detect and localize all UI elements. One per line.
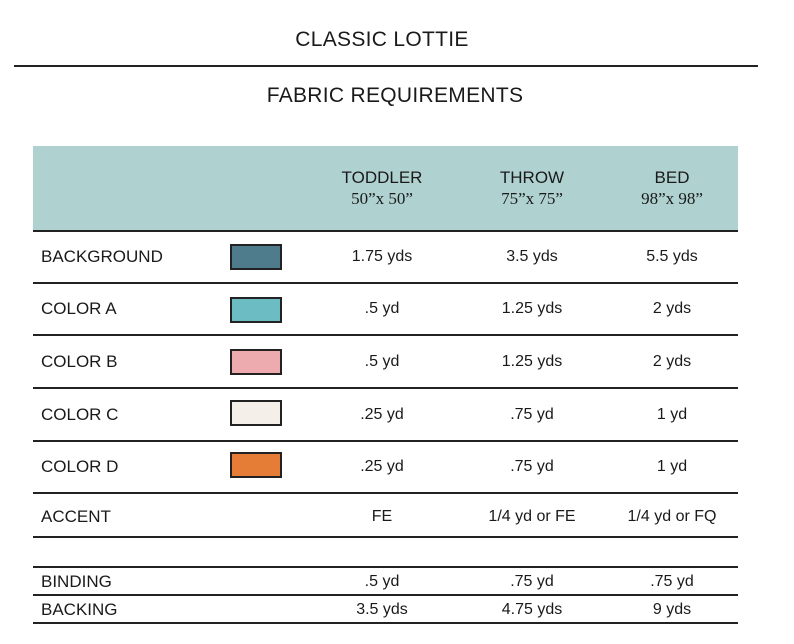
row-label-color-b: COLOR B — [41, 352, 118, 371]
cell-color-b-bed: 2 yds — [652, 353, 692, 370]
cell-binding-bed: .75 yd — [650, 573, 694, 590]
pattern-title: CLASSIC LOTTIE — [295, 28, 469, 51]
row-divider — [33, 334, 738, 336]
cell-background-bed: 5.5 yds — [646, 248, 698, 265]
cell-color-d-throw: .75 yd — [510, 458, 554, 475]
column-header-throw — [472, 167, 592, 209]
cell-background-throw: 3.5 yds — [506, 248, 558, 265]
row-label-backing: BACKING — [41, 600, 118, 619]
column-size: 50”x 50” — [351, 189, 413, 208]
cell-color-d-bed: 1 yd — [656, 458, 688, 475]
swatch-color-c — [230, 400, 282, 426]
section-heading: FABRIC REQUIREMENTS — [266, 84, 524, 107]
swatch-color-b — [230, 349, 282, 375]
row-divider — [33, 282, 738, 284]
cell-color-c-bed: 1 yd — [656, 406, 688, 423]
column-name: TODDLER — [341, 168, 423, 187]
column-name: BED — [654, 168, 690, 187]
cell-background-toddler: 1.75 yds — [351, 248, 413, 265]
cell-color-a-bed: 2 yds — [652, 300, 692, 317]
row-label-accent: ACCENT — [41, 507, 111, 526]
row-label-color-a: COLOR A — [41, 299, 117, 318]
row-divider — [33, 440, 738, 442]
title-divider — [14, 65, 758, 67]
cell-backing-bed: 9 yds — [652, 601, 692, 618]
row-label-binding: BINDING — [41, 572, 112, 591]
column-header-toddler — [322, 167, 442, 209]
row-divider — [33, 387, 738, 389]
cell-color-b-toddler: .5 yd — [364, 353, 400, 370]
cell-binding-toddler: .5 yd — [364, 573, 400, 590]
cell-color-b-throw: 1.25 yds — [501, 353, 563, 370]
cell-color-d-toddler: .25 yd — [360, 458, 404, 475]
row-divider — [33, 594, 738, 596]
cell-color-a-toddler: .5 yd — [364, 300, 400, 317]
cell-accent-throw: 1/4 yd or FE — [488, 508, 576, 525]
column-name: THROW — [499, 168, 565, 187]
cell-binding-throw: .75 yd — [510, 573, 554, 590]
column-size: 75”x 75” — [501, 189, 563, 208]
column-size: 98”x 98” — [641, 189, 703, 208]
cell-accent-toddler: FE — [371, 508, 393, 525]
cell-backing-throw: 4.75 yds — [501, 601, 563, 618]
row-label-color-d: COLOR D — [41, 457, 119, 476]
row-divider — [33, 536, 738, 538]
cell-backing-toddler: 3.5 yds — [356, 601, 408, 618]
column-header-bed — [612, 167, 732, 209]
row-divider — [33, 492, 738, 494]
row-divider — [33, 622, 738, 624]
row-label-background: BACKGROUND — [41, 247, 163, 266]
cell-color-c-toddler: .25 yd — [360, 406, 404, 423]
swatch-background — [230, 244, 282, 270]
cell-color-a-throw: 1.25 yds — [501, 300, 563, 317]
row-divider — [33, 566, 738, 568]
row-label-color-c: COLOR C — [41, 405, 119, 424]
swatch-color-d — [230, 452, 282, 478]
cell-accent-bed: 1/4 yd or FQ — [627, 508, 717, 525]
cell-color-c-throw: .75 yd — [510, 406, 554, 423]
swatch-color-a — [230, 297, 282, 323]
